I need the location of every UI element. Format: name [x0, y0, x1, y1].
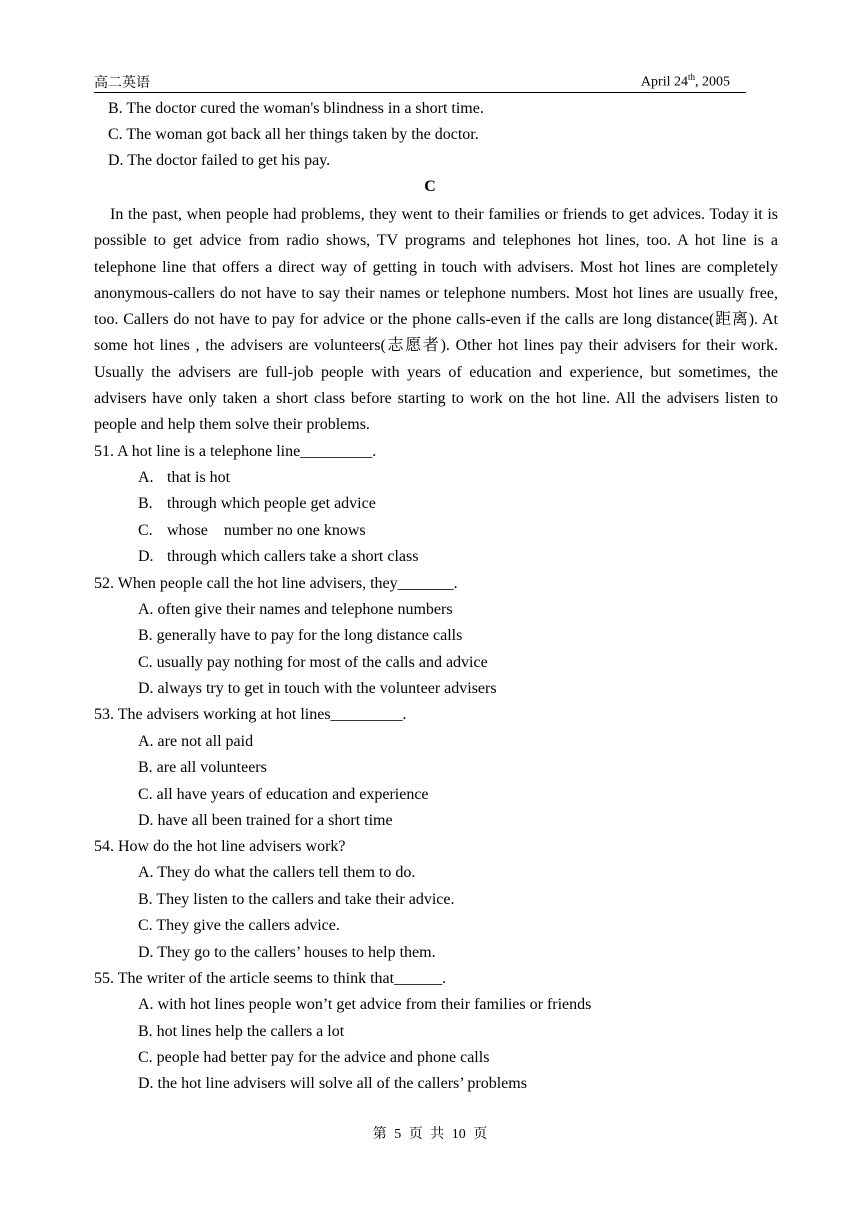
question-52-option-d: D. always try to get in touch with the volunteer advisers: [138, 680, 497, 697]
question-51-option-b: B. through which people get advice: [138, 495, 376, 512]
prev-option-b: B. The doctor cured the woman's blindness in a short time.: [108, 100, 484, 117]
question-53-option-b: B. are all volunteers: [138, 759, 267, 776]
question-55-option-d: D. the hot line advisers will solve all of the callers’ problems: [138, 1075, 527, 1092]
question-51-option-d: D. through which callers take a short class: [138, 548, 419, 565]
question-53-option-d: D. have all been trained for a short time: [138, 812, 393, 829]
prev-option-d: D. The doctor failed to get his pay.: [108, 152, 331, 169]
page-number-footer: 第 5 页 共 10 页: [372, 1127, 488, 1142]
date-label: April 24th, 2005: [640, 72, 730, 90]
question-54-option-b: B. They listen to the callers and take their advice.: [138, 891, 455, 908]
question-54-stem: 54. How do the hot line advisers work?: [94, 838, 346, 855]
question-52-option-b: B. generally have to pay for the long distance calls: [138, 627, 463, 644]
question-51-option-c: C. whose number no one knows: [138, 522, 366, 539]
question-54-option-a: A. They do what the callers tell them to do.: [138, 864, 416, 881]
question-52-option-c: C. usually pay nothing for most of the calls and advice: [138, 654, 488, 671]
question-51-option-a: A. that is hot: [138, 469, 231, 486]
question-55-stem: 55. The writer of the article seems to think that______.: [94, 970, 447, 987]
question-51-stem: 51. A hot line is a telephone line_________.: [94, 443, 377, 460]
prev-option-c: C. The woman got back all her things taken by the doctor.: [108, 126, 479, 143]
reading-passage: In the past, when people had problems, they went to their families or friends to get advices. Today it is possible to get advice from radio shows, TV programs and telephones hot lines, too. A hot line is a telephone line that offers a direct way of getting in touch with advisers. Most hot lines are completely anonymous-callers do not have to say their names or telephone numbers. Most hot lines are usually free, too. Callers do not have to pay for advice or the phone calls-even if the calls are long distance(距离). At some hot lines , the advisers are volunteers(志愿者). Other hot lines pay their advisers for their work. Usually the advisers are full-job people with years of education and experience, but sometimes, the advisers have only taken a short class before starting to work on the hot line. All the advisers listen to people and help them solve their problems.: [94, 206, 778, 434]
question-55-option-a: A. with hot lines people won’t get advice from their families or friends: [138, 996, 592, 1013]
question-55-option-c: C. people had better pay for the advice and phone calls: [138, 1049, 490, 1066]
subject-label: 高二英语: [94, 76, 150, 91]
question-53-option-a: A. are not all paid: [138, 733, 254, 750]
question-54-option-d: D. They go to the callers’ houses to help them.: [138, 944, 436, 961]
question-53-option-c: C. all have years of education and experience: [138, 786, 429, 803]
question-53-stem: 53. The advisers working at hot lines_________.: [94, 706, 407, 723]
section-title: C: [424, 178, 436, 195]
question-52-stem: 52. When people call the hot line advisers, they_______.: [94, 575, 458, 592]
question-55-option-b: B. hot lines help the callers a lot: [138, 1023, 345, 1040]
question-52-option-a: A. often give their names and telephone numbers: [138, 601, 453, 618]
question-54-option-c: C. They give the callers advice.: [138, 917, 340, 934]
page-header: [94, 72, 746, 93]
